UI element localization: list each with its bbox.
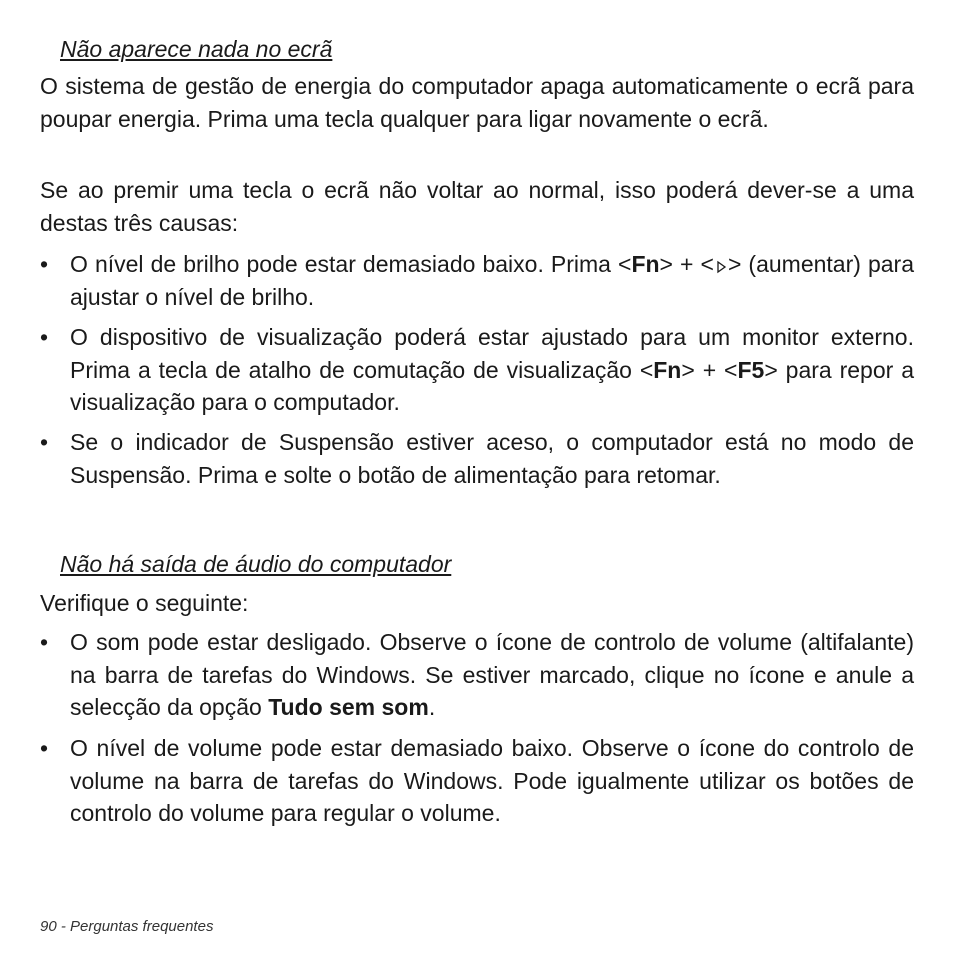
section-heading-no-display: Não aparece nada no ecrã bbox=[60, 36, 333, 62]
list-item-text: O nível de volume pode estar demasiado baixo. Observe o ícone do controlo de volume na barra de tarefas do Windows. Pode igualmente utilizar os botões de controlo do volume para regular o volume. bbox=[70, 735, 914, 826]
section-heading-no-audio: Não há saída de áudio do computador bbox=[60, 551, 452, 577]
bullet-marker: • bbox=[40, 429, 49, 455]
key-fn: Fn bbox=[653, 356, 682, 383]
option-mute-all: Tudo sem som bbox=[268, 694, 429, 720]
bullet-marker: • bbox=[40, 629, 49, 655]
list-item-text: O som pode estar desligado. Observe o ícone de controlo de volume (altifalante) na barra de tarefas do Windows. Se estiver marcado, clique no ícone e anule a selecção da opção Tudo sem som. bbox=[70, 629, 914, 720]
triangle-right-icon bbox=[714, 260, 728, 274]
list-item-sound-muted bbox=[40, 626, 914, 724]
list-item-display-device bbox=[40, 321, 914, 419]
page-footer: 90 - Perguntas frequentes bbox=[40, 918, 214, 935]
list-item-brightness bbox=[40, 248, 914, 313]
list-item-text: O nível de brilho pode estar demasiado baixo. Prima <Fn> + < > (aumentar) para ajustar o nível de brilho. bbox=[70, 251, 915, 310]
paragraph-check-following: Verifique o seguinte: bbox=[40, 590, 249, 616]
list-item-text: O dispositivo de visualização poderá estar ajustado para um monitor externo. Prima a tecla de atalho de comutação de visualização <Fn> + <F5> para repor a visualização para o computador. bbox=[70, 324, 915, 415]
list-item-text: Se o indicador de Suspensão estiver aceso, o computador está no modo de Suspensão. Prima e solte o botão de alimentação para retomar. bbox=[70, 429, 914, 488]
key-fn: Fn bbox=[631, 251, 660, 277]
key-f5: F5 bbox=[737, 356, 765, 383]
bullet-marker: • bbox=[40, 251, 49, 277]
paragraph-power-management: O sistema de gestão de energia do computador apaga automaticamente o ecrã para poupar energia. Prima uma tecla qualquer para ligar novamente o ecrã. bbox=[40, 73, 914, 132]
list-item-suspend bbox=[40, 426, 914, 491]
bullet-marker: • bbox=[40, 735, 49, 761]
bullet-marker: • bbox=[40, 324, 49, 350]
list-item-volume-low bbox=[40, 732, 914, 830]
paragraph-three-causes: Se ao premir uma tecla o ecrã não voltar ao normal, isso poderá dever-se a uma destas três causas: bbox=[40, 177, 914, 236]
